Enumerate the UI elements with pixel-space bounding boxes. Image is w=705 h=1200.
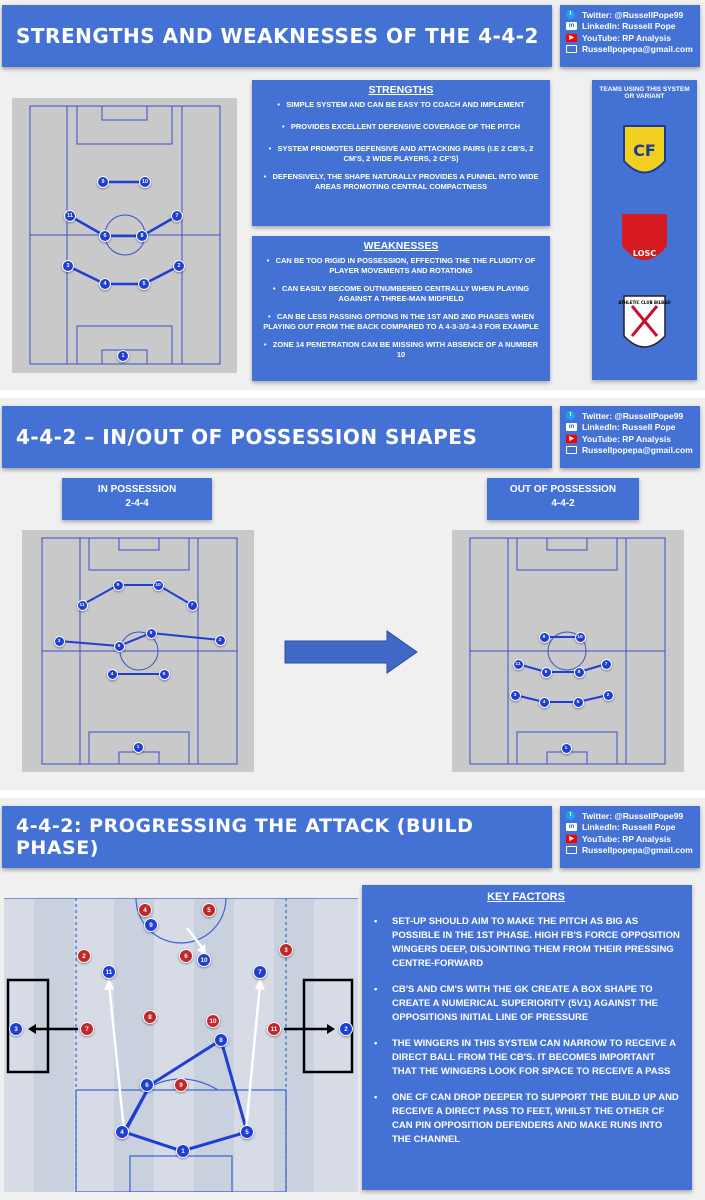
youtube-icon: ▶ bbox=[566, 435, 577, 443]
opponent-marker: 9 bbox=[174, 1078, 188, 1092]
svg-text:CF: CF bbox=[633, 141, 656, 160]
player-marker: 7 bbox=[171, 210, 183, 222]
twitter-handle[interactable]: Twitter: @RussellPope99 bbox=[582, 810, 684, 821]
linkedin-icon: in bbox=[566, 823, 577, 831]
player-marker: 10 bbox=[139, 176, 151, 188]
player-marker: 6 bbox=[541, 667, 552, 678]
out-of-possession-pitch bbox=[452, 530, 684, 772]
strengths-title: STRENGTHS bbox=[368, 84, 434, 96]
player-marker: 1 bbox=[133, 742, 144, 753]
build-phase-pitch bbox=[4, 898, 358, 1192]
player-marker: 2 bbox=[215, 635, 226, 646]
player-marker: 7 bbox=[253, 965, 267, 979]
player-marker: 11 bbox=[513, 659, 524, 670]
email-address[interactable]: Russellpopepa@gmail.com bbox=[582, 44, 693, 55]
linkedin-handle[interactable]: LinkedIn: Russell Pope bbox=[582, 21, 676, 32]
section2-title: 4-4-2 – IN/OUT OF POSSESSION SHAPES bbox=[2, 406, 552, 468]
player-marker: 4 bbox=[539, 697, 550, 708]
player-marker: 6 bbox=[114, 641, 125, 652]
player-marker: 1 bbox=[176, 1144, 190, 1158]
opponent-marker: 3 bbox=[279, 943, 293, 957]
strengths-box bbox=[252, 80, 550, 226]
teams-box bbox=[592, 80, 697, 380]
player-marker: 2 bbox=[603, 690, 614, 701]
player-marker: 6 bbox=[99, 230, 111, 242]
twitter-icon: t bbox=[566, 10, 575, 19]
svg-text:ATHLETIC CLUB BILBAO: ATHLETIC CLUB BILBAO bbox=[618, 300, 671, 305]
strength-item: • DEFENSIVELY, THE SHAPE NATURALLY PROVIDES A FUNNEL INTO WIDE AREAS PROMOTING CENTRAL COMPACTNESS bbox=[263, 172, 539, 191]
linkedin-icon: in bbox=[566, 22, 577, 30]
youtube-handle[interactable]: YouTube: RP Analysis bbox=[582, 32, 671, 43]
key-factor-item: • THE WINGERS IN THIS SYSTEM CAN NARROW TO RECEIVE A DIRECT BALL FROM THE CB'S. IT BECOMES IMPORTANT THAT THE WINGERS LOOK FOR SPACE TO RECEIVE A PASS bbox=[370, 1037, 682, 1079]
weakness-item: • CAN BE TOO RIGID IN POSSESSION, EFFECTING THE THE FLUIDITY OF PLAYER MOVEMENTS AND ROTATIONS bbox=[266, 256, 536, 275]
strength-item: • SIMPLE SYSTEM AND CAN BE EASY TO COACH AND IMPLEMENT bbox=[277, 100, 525, 109]
youtube-icon: ▶ bbox=[566, 835, 577, 843]
player-marker: 4 bbox=[107, 669, 118, 680]
key-factors-title: KEY FACTORS bbox=[487, 891, 565, 903]
twitter-handle[interactable]: Twitter: @RussellPope99 bbox=[582, 410, 684, 421]
player-marker: 10 bbox=[575, 632, 586, 643]
player-marker: 2 bbox=[173, 260, 185, 272]
player-marker: 6 bbox=[140, 1078, 154, 1092]
key-factor-item: • ONE CF CAN DROP DEEPER TO SUPPORT THE BUILD UP AND RECEIVE A DIRECT PASS TO FEET, WHILST THE OTHER CF CAN PIN OPPOSITION DEFENDERS AND MAKE RUNS INTO THE CHANNEL bbox=[370, 1091, 682, 1147]
player-marker: 8 bbox=[146, 628, 157, 639]
lille-badge-icon bbox=[622, 214, 667, 260]
player-marker: 9 bbox=[144, 918, 158, 932]
player-marker: 7 bbox=[187, 600, 198, 611]
opponent-marker: 7 bbox=[80, 1022, 94, 1036]
social-box-3 bbox=[560, 806, 700, 868]
opponent-marker: 10 bbox=[206, 1014, 220, 1028]
email-icon bbox=[566, 446, 577, 454]
weakness-item: • ZONE 14 PENETRATION CAN BE MISSING WITH ABSENCE OF A NUMBER 10 bbox=[263, 340, 539, 359]
email-icon bbox=[566, 45, 577, 53]
weaknesses-title: WEAKNESSES bbox=[363, 240, 439, 252]
section3-title: 4-4-2: PROGRESSING THE ATTACK (BUILD PHASE) bbox=[2, 806, 552, 868]
section1-title: STRENGTHS AND WEAKNESSES OF THE 4-4-2 bbox=[2, 5, 552, 67]
player-marker: 2 bbox=[339, 1022, 353, 1036]
player-marker: 4 bbox=[115, 1125, 129, 1139]
player-marker: 10 bbox=[197, 953, 211, 967]
youtube-handle[interactable]: YouTube: RP Analysis bbox=[582, 433, 671, 444]
weakness-item: • CAN BE LESS PASSING OPTIONS IN THE 1ST AND 2ND PHASES WHEN PLAYING OUT FROM THE BACK COMPARED TO A 4-3-3/3-4-3 FOR EXAMPLE bbox=[263, 312, 539, 331]
email-icon bbox=[566, 846, 577, 854]
opponent-marker: 4 bbox=[138, 903, 152, 917]
email-address[interactable]: Russellpopepa@gmail.com bbox=[582, 845, 693, 856]
athletic-club-badge-icon bbox=[618, 296, 671, 347]
in-possession-label: IN POSSESSION 2-4-4 bbox=[62, 478, 212, 520]
strength-item: • PROVIDES EXCELLENT DEFENSIVE COVERAGE OF THE PITCH bbox=[281, 122, 521, 131]
player-marker: 10 bbox=[153, 580, 164, 591]
linkedin-handle[interactable]: LinkedIn: Russell Pope bbox=[582, 422, 676, 433]
linkedin-handle[interactable]: LinkedIn: Russell Pope bbox=[582, 822, 676, 833]
weakness-item: • CAN EASILY BECOME OUTNUMBERED CENTRALLY WHEN PLAYING AGAINST A THREE-MAN MIDFIELD bbox=[272, 284, 530, 303]
player-marker: 1 bbox=[117, 350, 129, 362]
player-marker: 9 bbox=[539, 632, 550, 643]
social-box-2 bbox=[560, 406, 700, 468]
player-marker: 9 bbox=[113, 580, 124, 591]
pitch-diagram-442 bbox=[12, 98, 237, 373]
player-marker: 3 bbox=[54, 636, 65, 647]
team-badges bbox=[592, 106, 697, 366]
weaknesses-box bbox=[252, 236, 550, 381]
player-marker: 5 bbox=[240, 1125, 254, 1139]
player-marker: 11 bbox=[102, 965, 116, 979]
formation-pitch-442 bbox=[12, 98, 237, 373]
in-possession-pitch bbox=[22, 530, 254, 772]
player-marker: 8 bbox=[136, 230, 148, 242]
player-marker: 11 bbox=[64, 210, 76, 222]
player-marker: 11 bbox=[77, 600, 88, 611]
strength-item: • SYSTEM PROMOTES DEFENSIVE AND ATTACKING PAIRS (I.E 2 CB'S, 2 CM'S, 2 WIDE PLAYERS, 2 CF'S) bbox=[268, 144, 534, 163]
out-of-possession-label: OUT OF POSSESSION 4-4-2 bbox=[487, 478, 639, 520]
player-marker: 7 bbox=[601, 659, 612, 670]
player-marker: 9 bbox=[97, 176, 109, 188]
twitter-handle[interactable]: Twitter: @RussellPope99 bbox=[582, 9, 684, 20]
pitch-diagram-in-possession bbox=[22, 530, 254, 772]
transition-arrow bbox=[283, 627, 423, 677]
player-marker: 8 bbox=[214, 1033, 228, 1047]
player-marker: 3 bbox=[62, 260, 74, 272]
player-marker: 5 bbox=[138, 278, 150, 290]
teams-title: TEAMS USING THIS SYSTEM OR VARIANT bbox=[599, 86, 690, 100]
social-box-1 bbox=[560, 5, 700, 67]
twitter-icon: t bbox=[566, 811, 575, 820]
key-factor-item: • SET-UP SHOULD AIM TO MAKE THE PITCH AS BIG AS POSSIBLE IN THE 1ST PHASE. HIGH FB'S FORCE OPPOSITION WINGERS DEEP, DISJOINTING THEM FROM THEIR PRESSING CENTRE-FORWARD bbox=[370, 915, 682, 971]
player-marker: 8 bbox=[574, 667, 585, 678]
villarreal-badge-icon bbox=[624, 126, 665, 173]
player-marker: 5 bbox=[159, 669, 170, 680]
player-marker: 4 bbox=[99, 278, 111, 290]
pitch-diagram-out-possession bbox=[452, 530, 684, 772]
opponent-marker: 2 bbox=[77, 949, 91, 963]
player-marker: 3 bbox=[510, 690, 521, 701]
key-factors-box bbox=[362, 885, 692, 1190]
key-factor-item: • CB'S AND CM'S WITH THE GK CREATE A BOX SHAPE TO CREATE A NUMERICAL SUPERIORITY (5V1) AGAINST THE OPPOSITIONS INITIAL LINE OF PRESSURE bbox=[370, 983, 682, 1025]
youtube-handle[interactable]: YouTube: RP Analysis bbox=[582, 833, 671, 844]
opponent-marker: 8 bbox=[143, 1010, 157, 1024]
youtube-icon: ▶ bbox=[566, 34, 577, 42]
linkedin-icon: in bbox=[566, 423, 577, 431]
player-marker: 5 bbox=[573, 697, 584, 708]
svg-text:LOSC: LOSC bbox=[632, 249, 657, 258]
player-marker: 1 bbox=[561, 743, 572, 754]
opponent-marker: 5 bbox=[202, 903, 216, 917]
opponent-marker: 6 bbox=[179, 949, 193, 963]
opponent-marker: 11 bbox=[267, 1022, 281, 1036]
player-marker: 3 bbox=[9, 1022, 23, 1036]
email-address[interactable]: Russellpopepa@gmail.com bbox=[582, 445, 693, 456]
twitter-icon: t bbox=[566, 411, 575, 420]
